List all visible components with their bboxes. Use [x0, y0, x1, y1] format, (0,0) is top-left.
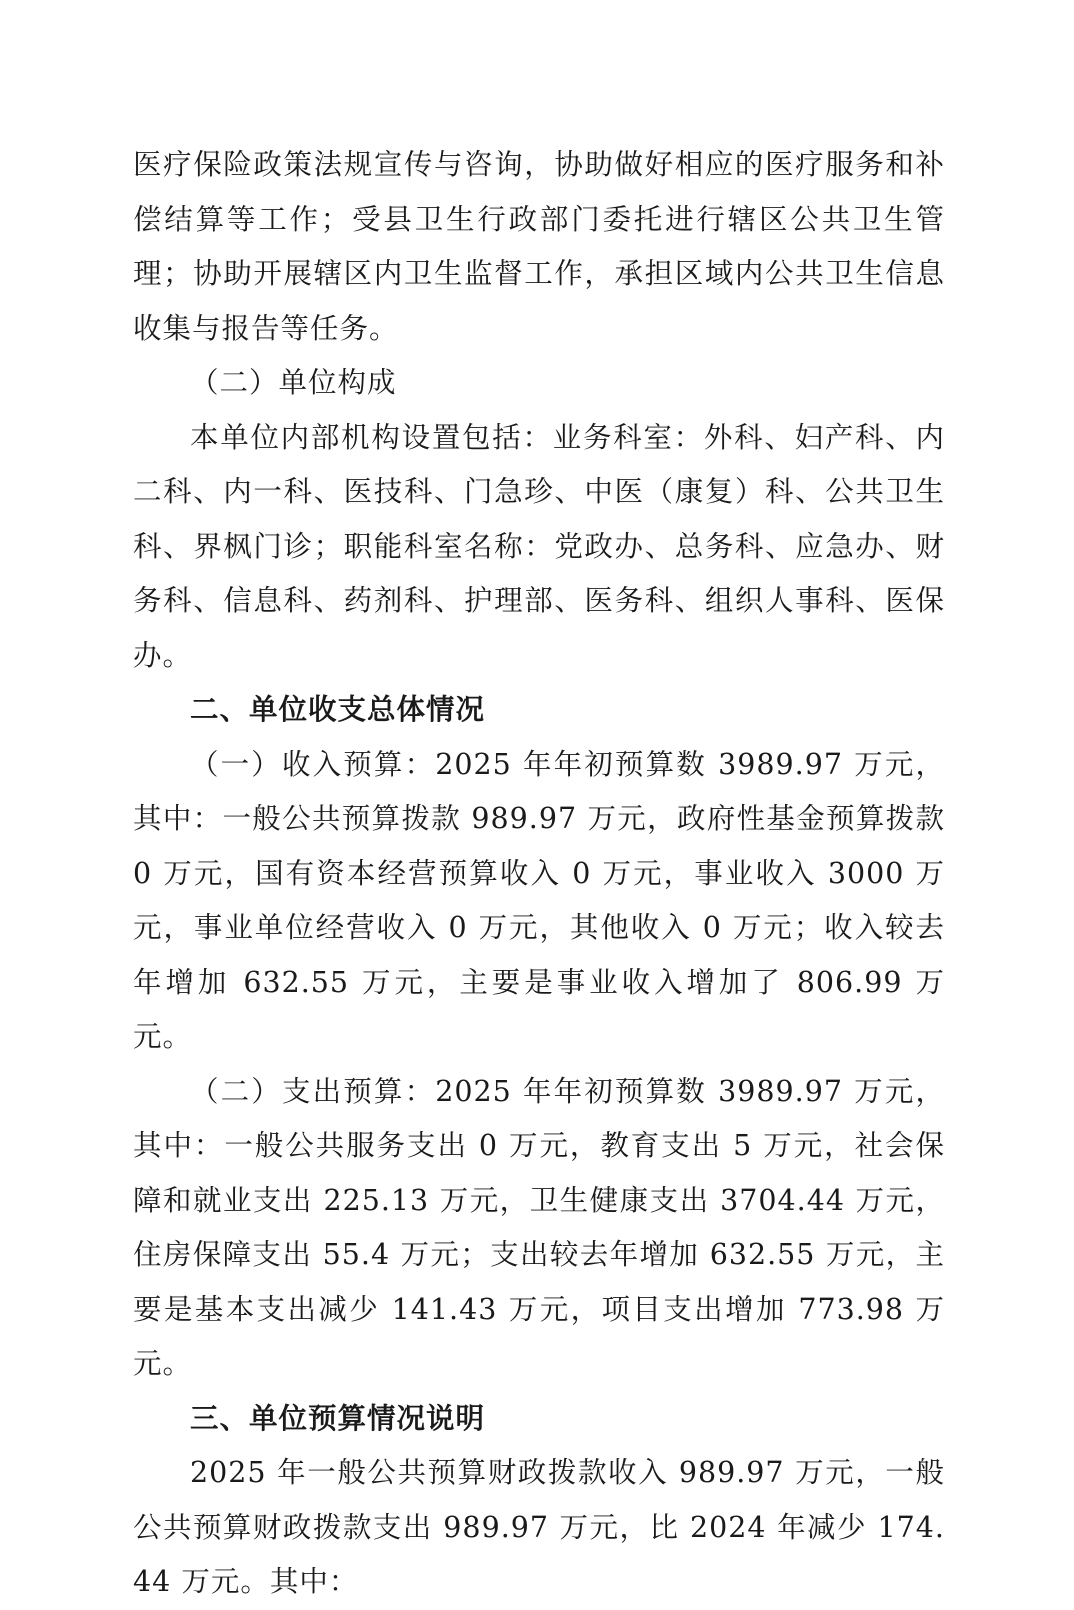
paragraph-expenditure-budget: （二）支出预算：2025 年年初预算数 3989.97 万元，其中：一般公共服务支出 0 万元，教育支出 5 万元，社会保障和就业支出 225.13 万元，卫生健康支出 3704.44 万元，住房保障支出 55.4 万元；支出较去年增加 632.55 万元，主要是基本支出减少 141.43 万元，项目支出增加 773.98 万元。: [133, 1074, 945, 1380]
paragraph-duties-continued: 医疗保险政策法规宣传与咨询，协助做好相应的医疗服务和补偿结算等工作；受县卫生行政部门委托进行辖区公共卫生管理；协助开展辖区内卫生监督工作，承担区域内公共卫生信息收集与报告等任务。: [133, 148, 945, 345]
subheading-unit-composition: （二）单位构成: [190, 366, 397, 399]
document-body: [133, 138, 945, 1610]
paragraph-internal-structure: 本单位内部机构设置包括：业务科室：外科、妇产科、内二科、内一科、医技科、门急珍、中医（康复）科、公共卫生科、界枫门诊；职能科室名称：党政办、总务科、应急办、财务科、信息科、药剂科、护理部、医务科、组织人事科、医保办。: [133, 420, 945, 672]
paragraph-public-budget-appropriation: 2025 年一般公共预算财政拨款收入 989.97 万元，一般公共预算财政拨款支出 989.97 万元，比 2024 年减少 174.44 万元。其中：: [133, 1456, 945, 1598]
section-heading-overall-income-expenditure: 二、单位收支总体情况: [190, 693, 486, 726]
section-heading-budget-explanation: 三、单位预算情况说明: [190, 1401, 486, 1435]
paragraph-income-budget: （一）收入预算：2025 年年初预算数 3989.97 万元，其中：一般公共预算拨款 989.97 万元，政府性基金预算拨款 0 万元，国有资本经营预算收入 0 万元，事业收入 3000 万元，事业单位经营收入 0 万元，其他收入 0 万元；收入较去年增加 632.55 万元，主要是事业收入增加了 806.99 万元。: [133, 747, 945, 1053]
